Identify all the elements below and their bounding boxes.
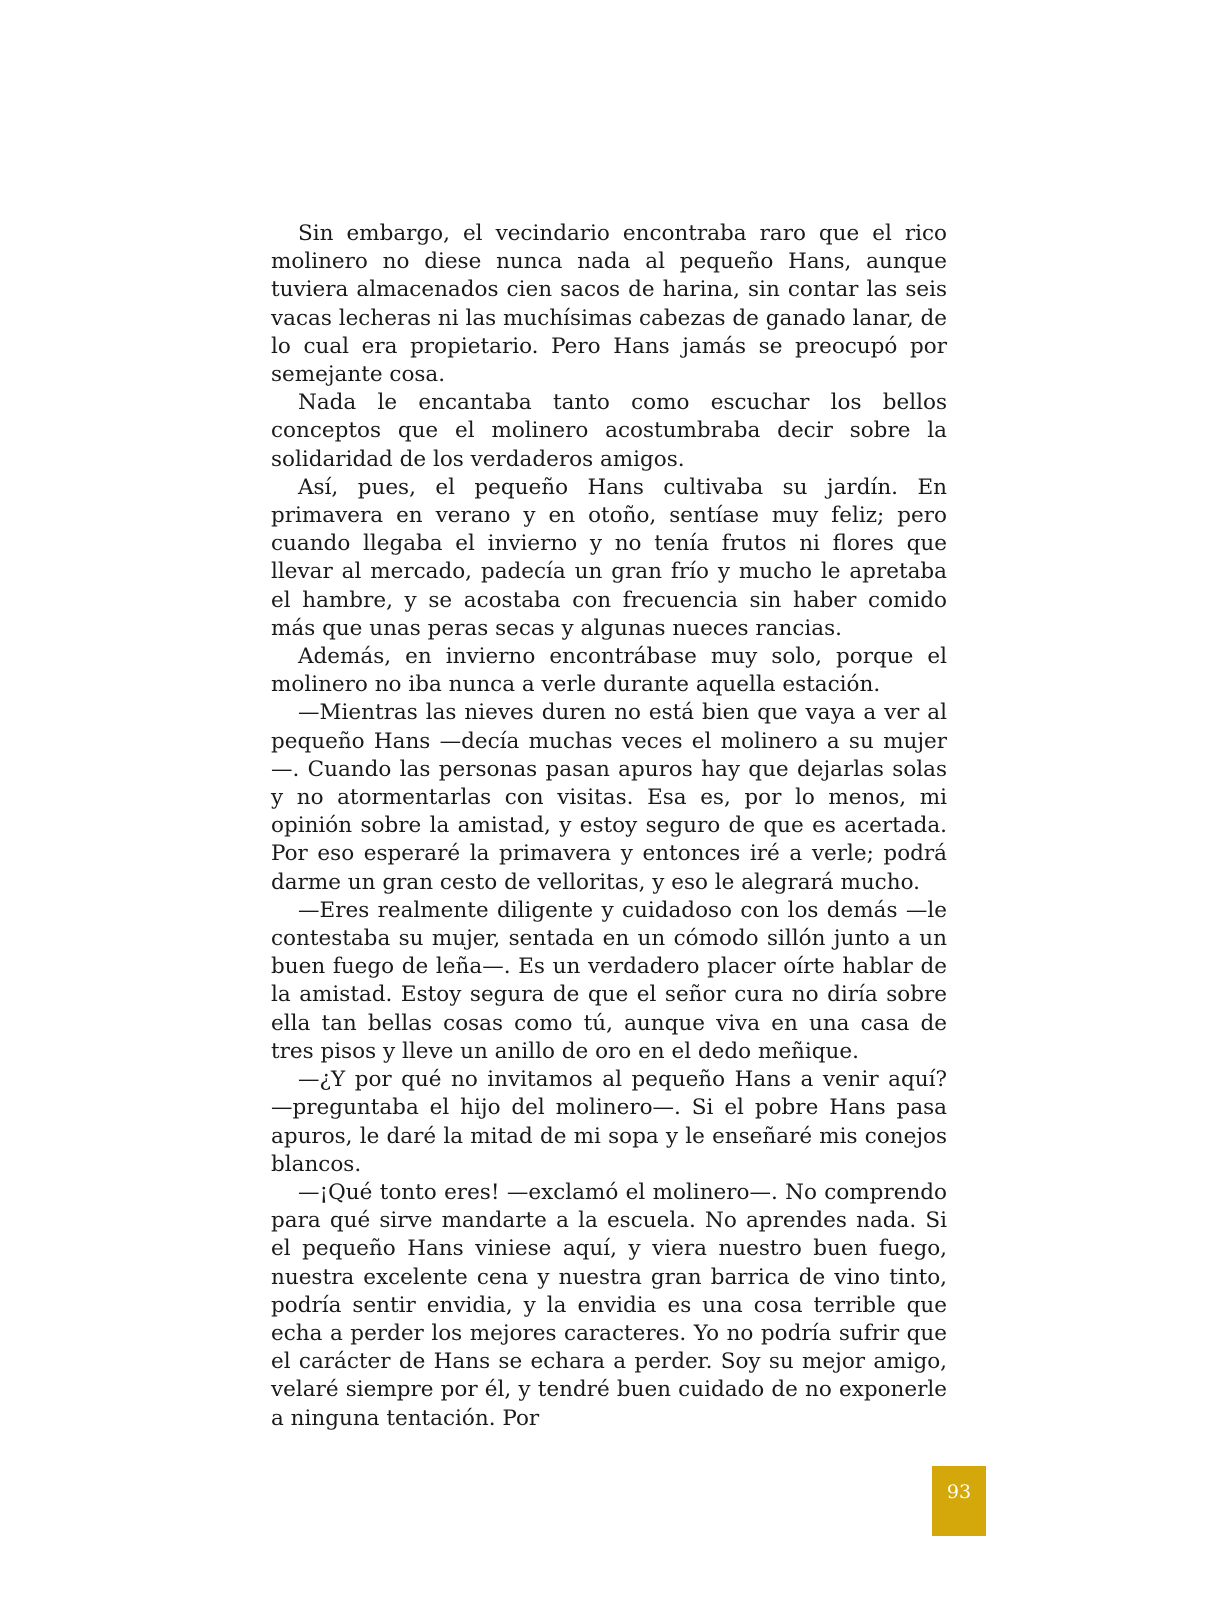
paragraph: Así, pues, el pequeño Hans cultivaba su jardín. En primavera en verano y en otoño, sentíase muy feliz; pero cuando llegaba el invierno y no tenía frutos ni flores que llevar al mercado, padecía un gran frío y mucho le apretaba el hambre, y se acostaba con frecuencia sin haber comido más que unas peras secas y algunas nueces rancias. xyxy=(271,474,947,641)
body-text xyxy=(271,220,947,1433)
paragraph: Además, en invierno encontrábase muy solo, porque el molinero no iba nunca a verle durante aquella estación. xyxy=(271,644,947,698)
page-number: 93 xyxy=(946,1481,972,1503)
paragraph: Nada le encantaba tanto como escuchar los bellos conceptos que el molinero acostumbraba decir sobre la solidaridad de los verdaderos amigos. xyxy=(271,390,947,472)
page-number-badge xyxy=(932,1466,986,1536)
paragraph: —Eres realmente diligente y cuidadoso con los demás —le contestaba su mujer, sentada en un cómodo sillón junto a un buen fuego de leña—. Es un verdadero placer oírte hablar de la amistad. Estoy segura de que el señor cura no diría sobre ella tan bellas cosas como tú, aunque viva en una casa de tres pisos y lleve un anillo de oro en el dedo meñique. xyxy=(271,897,947,1064)
paragraph: —Mientras las nieves duren no está bien que vaya a ver al pequeño Hans —decía muchas veces el molinero a su mujer—. Cuando las personas pasan apuros hay que dejarlas solas y no atormentarlas con visitas. Esa es, por lo menos, mi opinión sobre la amistad, y estoy seguro de que es acertada. Por eso esperaré la primavera y entonces iré a verle; podrá darme un gran cesto de velloritas, y eso le alegrará mucho. xyxy=(271,700,947,895)
paragraph: Sin embargo, el vecindario encontraba raro que el rico molinero no diese nunca nada al pequeño Hans, aunque tuviera almacenados cien sacos de harina, sin contar las seis vacas lecheras ni las muchísimas cabezas de ganado lanar, de lo cual era propietario. Pero Hans jamás se preocupó por semejante cosa. xyxy=(271,221,947,388)
paragraph: —¿Y por qué no invitamos al pequeño Hans a venir aquí? —preguntaba el hijo del molinero—. Si el pobre Hans pasa apuros, le daré la mitad de mi sopa y le enseñaré mis conejos blancos. xyxy=(271,1067,947,1177)
paragraph: —¡Qué tonto eres! —exclamó el molinero—. No comprendo para qué sirve mandarte a la escuela. No aprendes nada. Si el pequeño Hans viniese aquí, y viera nuestro buen fuego, nuestra excelente cena y nuestra gran barrica de vino tinto, podría sentir envidia, y la envidia es una cosa terrible que echa a perder los mejores caracteres. Yo no podría sufrir que el carácter de Hans se echara a perder. Soy su mejor amigo, velaré siempre por él, y tendré buen cuidado de no exponerle a ninguna tentación. Por xyxy=(271,1179,947,1431)
